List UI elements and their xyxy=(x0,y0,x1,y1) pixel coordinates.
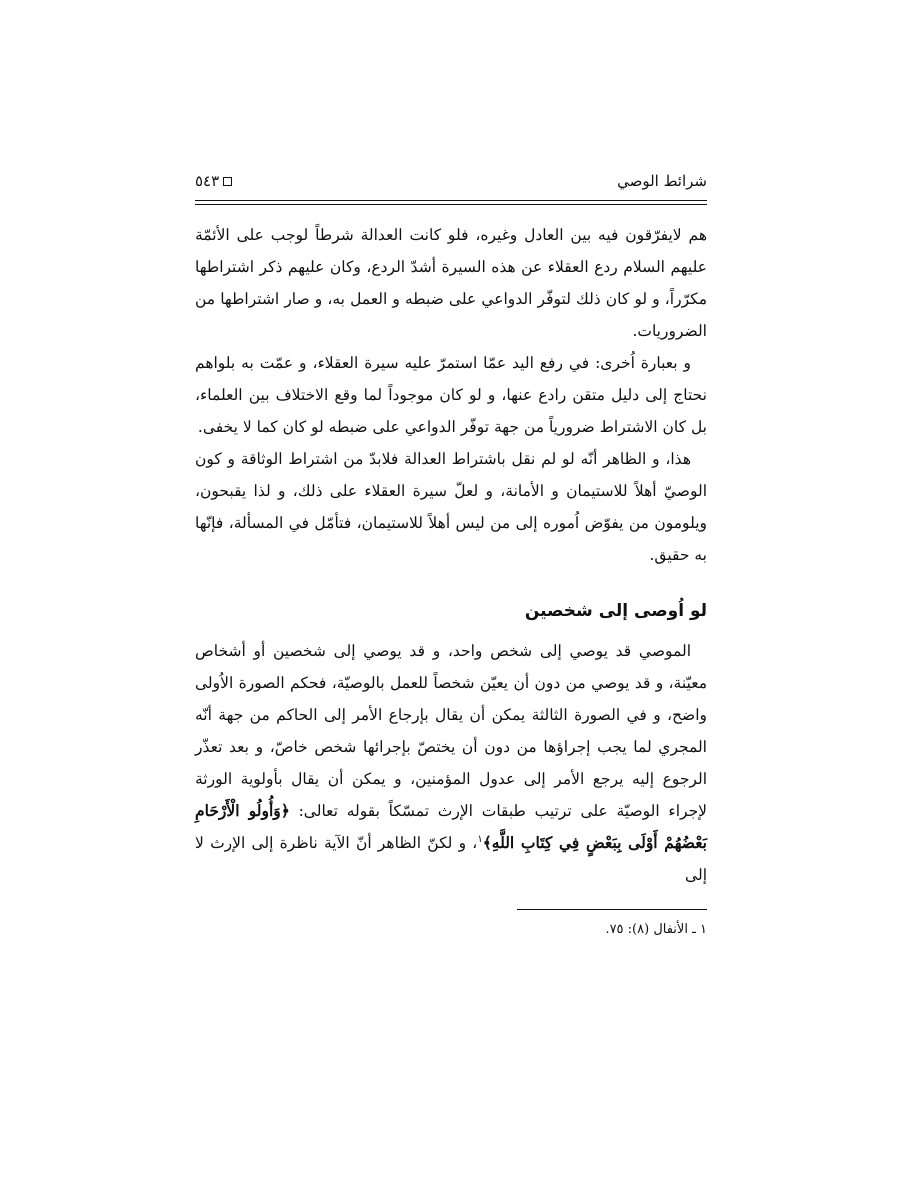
section-paragraph xyxy=(195,635,707,891)
page-number-group xyxy=(195,172,232,190)
footnote: ١ ـ الأنفال (٨): ٧٥. xyxy=(605,922,707,937)
header-rule xyxy=(195,200,707,205)
page-number: ٥٤٣ xyxy=(195,172,220,190)
paragraph-1: هم لايفرّقون فيه بين العادل وغيره، فلو كانت العدالة شرطاً لوجب على الأئمّة عليهم السلام ردع العقلاء عن هذه السيرة أشدّ الردع، وكان عليهم ذكر اشتراطها مكرّراً، و لو كان ذلك لتوفّر الدواعي على ضبطه و العمل به، و صار اشتراطها من الضروريات. xyxy=(195,226,707,340)
section-text-after-quote: ، و لكنّ الظاهر أنّ الآية ناظرة إلى الإرث لا إلى xyxy=(195,834,707,884)
footnote-rule xyxy=(517,909,707,910)
paragraph-2: و بعبارة اُخرى: في رفع اليد عمّا استمرّ عليه سيرة العقلاء، و عمّت به بلواهم نحتاج إلى دليل متقن رادع عنها، و لو كان موجوداً لما وقع الاختلاف بين العلماء، بل كان الاشتراط ضرورياً من جهة توفّر الدواعي على ضبطه لو كان كما لا يخفى. xyxy=(195,354,707,436)
square-ornament-icon xyxy=(223,177,232,186)
footnote-marker: ١ xyxy=(477,833,483,845)
paragraph-3: هذا، و الظاهر أنّه لو لم نقل باشتراط العدالة فلابدّ من اشتراط الوثاقة و كون الوصيّ أهلاً للاستيمان و الأمانة، و لعلّ سيرة العقلاء على ذلك، و لذا يقبحون، ويلومون من يفوّض اُموره إلى من ليس أهلاً للاستيمان، فتأمّل في المسألة، فإنّها به حقيق. xyxy=(195,450,707,564)
quran-quote: ﴿وَأُولُو الْأَرْحَامِ بَعْضُهُمْ أَوْلَى بِبَعْضٍ فِي كِتَابِ اللَّهِ﴾ xyxy=(195,801,707,852)
running-title: شرائط الوصي xyxy=(617,172,707,190)
page-header xyxy=(195,168,707,198)
book-page xyxy=(195,168,707,940)
section-heading: لو اُوصى إلى شخصين xyxy=(524,601,707,621)
body-text xyxy=(195,219,707,571)
section-text-before-quote: الموصي قد يوصي إلى شخص واحد، و قد يوصي إلى شخصين أو أشخاص معيّنة، و قد يوصي من دون أن يعيّن شخصاً للعمل بالوصيّة، فحكم الصورة الاُولى واضح، و في الصورة الثالثة يمكن أن يقال بإرجاع الأمر إلى الحاكم من جهة أنّه المجري لما يجب إجراؤها من دون أن يختصّ بإجرائها شخص خاصّ، و بعد تعذّر الرجوع إليه يرجع الأمر إلى عدول المؤمنين، و يمكن أن يقال بأولوية الورثة لإجراء الوصيّة على ترتيب طبقات الإرث تمسّكاً بقوله تعالى: xyxy=(195,642,707,820)
section-text xyxy=(195,635,707,891)
